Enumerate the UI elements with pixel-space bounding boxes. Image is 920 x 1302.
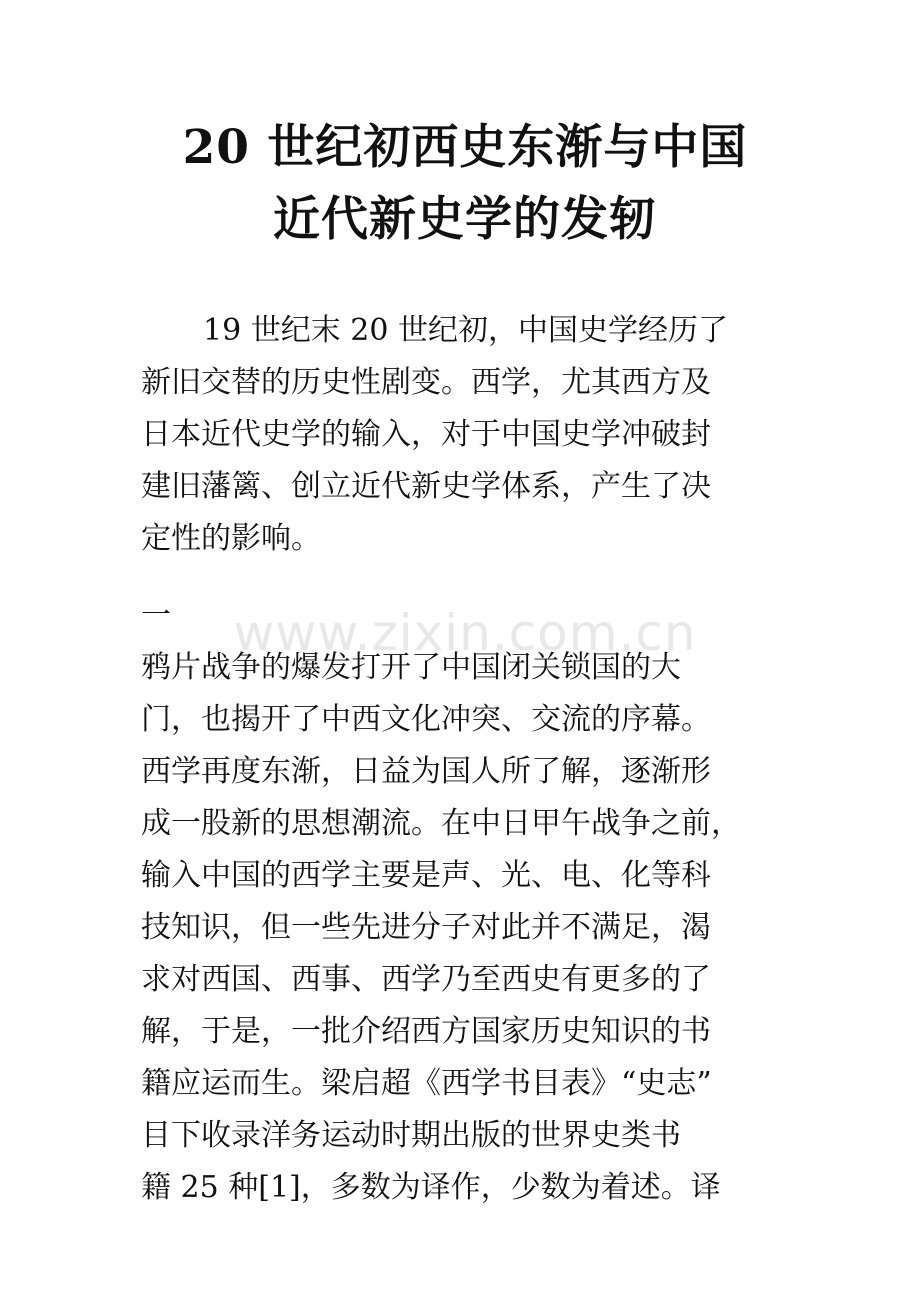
section-number-text: 一 bbox=[141, 598, 171, 633]
title-line-1: 20 世纪初西史东渐与中国 bbox=[182, 120, 748, 175]
text-line: 籍 25 种[1]，多数为译作，少数为着述。译 bbox=[141, 1170, 721, 1205]
intro-paragraph bbox=[141, 305, 801, 565]
text-line: 西学再度东渐，日益为国人所了解，逐渐形 bbox=[141, 754, 711, 789]
text-line: 籍应运而生。梁启超《西学书目表》“史志” bbox=[141, 1066, 712, 1101]
text-line: 新旧交替的历史性剧变。西学，尤其西方及 bbox=[141, 365, 711, 400]
title-line-2: 近代新史学的发轫 bbox=[273, 192, 657, 247]
text-line: 建旧藩篱、创立近代新史学体系，产生了决 bbox=[141, 469, 711, 504]
text-line: 门，也揭开了中西文化冲突、交流的序幕。 bbox=[141, 702, 711, 737]
section-paragraph bbox=[141, 642, 801, 1214]
text-line: 成一股新的思想潮流。在中日甲午战争之前， bbox=[141, 806, 741, 841]
watermark: www.zixin.com.cn bbox=[233, 604, 697, 662]
text-line: 输入中国的西学主要是声、光、电、化等科 bbox=[141, 858, 711, 893]
text-line: 求对西国、西事、西学乃至西史有更多的了 bbox=[141, 962, 711, 997]
text-line: 鸦片战争的爆发打开了中国闭关锁国的大 bbox=[141, 650, 681, 685]
text-line: 19 世纪末 20 世纪初，中国史学经历了 bbox=[203, 313, 728, 348]
text-line: 目下收录洋务运动时期出版的世界史类书 bbox=[141, 1118, 681, 1153]
text-line: 定性的影响。 bbox=[141, 521, 321, 556]
text-line: 解，于是，一批介绍西方国家历史知识的书 bbox=[141, 1014, 711, 1049]
text-line: 日本近代史学的输入，对于中国史学冲破封 bbox=[141, 417, 711, 452]
section-number bbox=[141, 590, 801, 642]
page-title bbox=[120, 112, 810, 256]
text-line: 技知识，但一些先进分子对此并不满足，渴 bbox=[141, 910, 711, 945]
